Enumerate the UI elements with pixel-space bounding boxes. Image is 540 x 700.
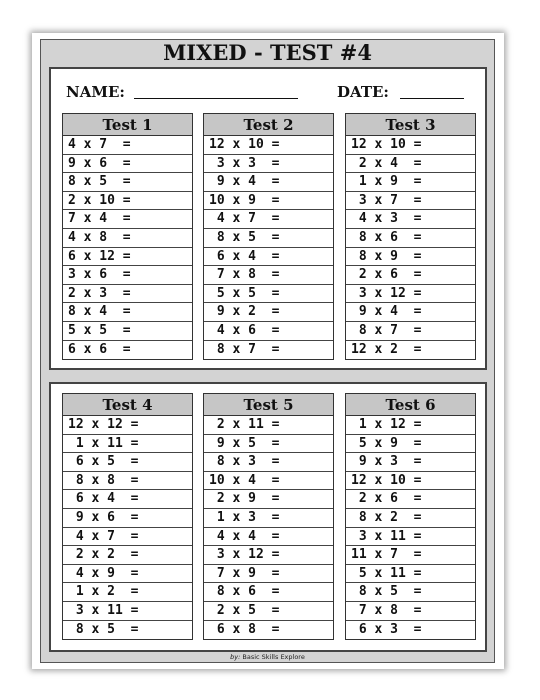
problem-list [346,136,475,359]
problem-row: 8 x 3 = [204,453,333,472]
date-line [400,98,464,99]
problem-row: 7 x 8 = [204,266,333,285]
problem-list [63,416,192,639]
problem-row: 8 x 7 = [209,341,280,357]
problem-list [204,416,333,639]
problem-row: 1 x 9 = [346,173,475,192]
problem-row: 6 x 5 = [63,453,192,472]
test-block [62,113,193,360]
problem-row: 6 x 8 = [209,621,280,637]
problem-row: 7 x 8 = [346,602,475,621]
problem-row: 3 x 7 = [346,192,475,211]
problem-row: 12 x 12 = [63,416,192,435]
problem-row: 4 x 3 = [346,210,475,229]
problem-row: 7 x 9 = [204,565,333,584]
problem-row: 1 x 11 = [63,435,192,454]
problem-row: 5 x 5 = [63,322,192,341]
problem-row: 4 x 7 = [204,210,333,229]
problem-row: 1 x 2 = [63,583,192,602]
problem-row: 12 x 10 = [346,472,475,491]
date-label: DATE: [337,83,389,101]
test-block [345,393,476,640]
test-heading: Test 6 [346,394,475,416]
problem-row: 5 x 11 = [346,565,475,584]
problem-row: 9 x 6 = [63,155,192,174]
problem-row: 8 x 4 = [63,303,192,322]
test-block [203,393,334,640]
test-heading: Test 4 [63,394,192,416]
problem-row: 3 x 11 = [63,602,192,621]
problem-row: 10 x 4 = [204,472,333,491]
footer-credit [40,652,495,662]
problem-row: 8 x 6 = [204,583,333,602]
problem-row: 3 x 12 = [346,285,475,304]
test-heading: Test 5 [204,394,333,416]
problem-row: 8 x 5 = [63,173,192,192]
problem-row: 4 x 8 = [63,229,192,248]
problem-row: 8 x 5 = [204,229,333,248]
problem-row: 9 x 5 = [204,435,333,454]
problem-row: 3 x 11 = [346,528,475,547]
problem-row: 9 x 4 = [204,173,333,192]
problem-row: 3 x 12 = [204,546,333,565]
problem-row: 4 x 7 = [63,528,192,547]
problem-row: 6 x 4 = [63,490,192,509]
problem-row: 12 x 10 = [204,136,333,155]
problem-row: 9 x 4 = [346,303,475,322]
problem-row: 4 x 6 = [204,322,333,341]
problem-row: 1 x 3 = [204,509,333,528]
problem-row: 4 x 4 = [204,528,333,547]
problem-row: 3 x 6 = [63,266,192,285]
worksheet-title: MIXED - TEST #4 [163,40,372,65]
problem-row: 2 x 5 = [204,602,333,621]
problem-row: 7 x 4 = [63,210,192,229]
problem-list [63,136,192,359]
problem-list [346,416,475,639]
problem-row: 9 x 3 = [346,453,475,472]
problem-row: 2 x 4 = [346,155,475,174]
problem-row: 8 x 2 = [346,509,475,528]
problem-row: 12 x 10 = [346,136,475,155]
problem-row: 4 x 9 = [63,565,192,584]
problem-row: 8 x 6 = [346,229,475,248]
test-block [62,393,193,640]
problem-row: 4 x 7 = [63,136,192,155]
name-line [134,98,298,99]
footer-source: Basic Skills Explore [242,653,305,661]
problem-row: 6 x 3 = [351,621,422,637]
problem-row: 1 x 12 = [346,416,475,435]
test-heading: Test 3 [346,114,475,136]
problem-row: 11 x 7 = [346,546,475,565]
footer-by: by: [230,653,241,661]
problem-row: 8 x 8 = [63,472,192,491]
test-heading: Test 2 [204,114,333,136]
test-block [345,113,476,360]
problem-row: 12 x 2 = [351,341,422,357]
problem-row: 8 x 5 = [346,583,475,602]
problem-row: 2 x 10 = [63,192,192,211]
problem-row: 2 x 11 = [204,416,333,435]
problem-row: 2 x 6 = [346,490,475,509]
problem-row: 2 x 9 = [204,490,333,509]
problem-row: 8 x 7 = [346,322,475,341]
problem-row: 5 x 5 = [204,285,333,304]
test-heading: Test 1 [63,114,192,136]
problem-row: 2 x 3 = [63,285,192,304]
problem-row: 2 x 6 = [346,266,475,285]
problem-row: 9 x 2 = [204,303,333,322]
name-label: NAME: [66,83,125,101]
problem-row: 6 x 4 = [204,248,333,267]
problem-row: 3 x 3 = [204,155,333,174]
problem-row: 6 x 12 = [63,248,192,267]
problem-row: 8 x 5 = [68,621,139,637]
problem-row: 5 x 9 = [346,435,475,454]
problem-row: 9 x 6 = [63,509,192,528]
problem-row: 6 x 6 = [68,341,131,357]
test-block [203,113,334,360]
problem-row: 2 x 2 = [63,546,192,565]
problem-list [204,136,333,359]
problem-row: 8 x 9 = [346,248,475,267]
problem-row: 10 x 9 = [204,192,333,211]
